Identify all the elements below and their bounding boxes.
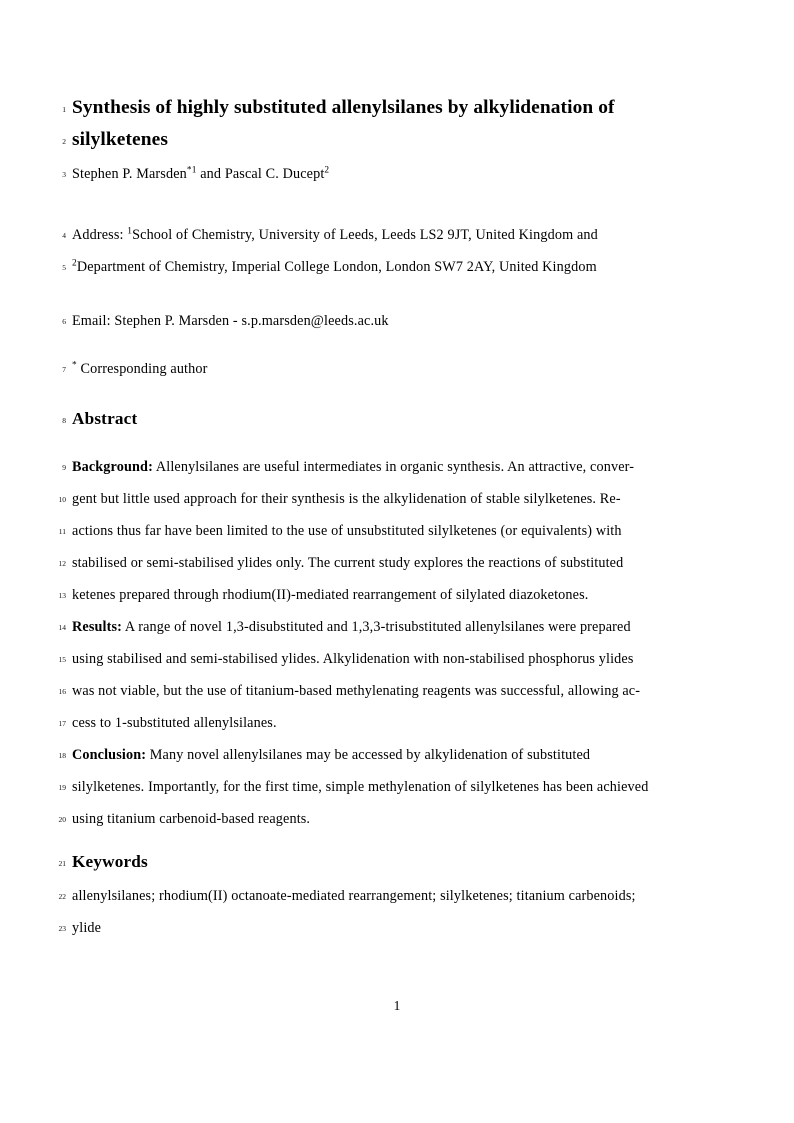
- abstract-line-text: [72, 492, 794, 507]
- line-number: 11: [58, 527, 66, 536]
- abstract-line-text: [72, 812, 794, 827]
- line-number: 10: [58, 495, 66, 504]
- abstract-body-text: using titanium carbenoid-based reagents.: [72, 811, 311, 827]
- abstract-body-text: A range of novel 1,3-disubstituted and 1,3,3-trisubstituted allenylsilanes were prepared: [122, 619, 631, 635]
- keywords-text: ylide: [72, 920, 102, 936]
- affiliation-marker-2: 2: [72, 258, 77, 269]
- abstract-line-text: [72, 588, 794, 603]
- line-number: 16: [58, 687, 66, 696]
- line-number: 20: [58, 815, 66, 824]
- abstract-line-text: [72, 652, 794, 667]
- line-number: 12: [58, 559, 66, 568]
- line-number: 3: [62, 170, 66, 179]
- abstract-line-text: [72, 620, 794, 635]
- abstract-line-text: [72, 684, 794, 699]
- abstract-body-text: Many novel allenylsilanes may be accessed by alkylidenation of substituted: [146, 747, 591, 763]
- abstract-line: [0, 620, 794, 635]
- line-number: 2: [62, 137, 66, 146]
- author-name-1: Stephen P. Marsden: [72, 166, 187, 182]
- abstract-line-text: [72, 460, 794, 475]
- line-number: 4: [62, 231, 66, 240]
- abstract-line: [0, 524, 794, 539]
- address-line-1: [0, 228, 794, 243]
- line-number: 1: [62, 105, 66, 114]
- address-1-text: School of Chemistry, University of Leeds, Leeds LS2 9JT, United Kingdom and: [132, 227, 598, 243]
- abstract-line-text: [72, 748, 794, 763]
- abstract-body-text: gent but little used approach for their synthesis is the alkylidenation of stable silylketenes. Re-: [72, 491, 621, 507]
- abstract-body-text: was not viable, but the use of titanium-based methylenating reagents was successful, allowing ac-: [72, 683, 641, 699]
- asterisk-icon: *: [72, 360, 77, 371]
- abstract-line: [0, 812, 794, 827]
- affiliation-marker-1: 1: [127, 226, 133, 237]
- abstract-body-text: silylketenes. Importantly, for the first time, simple methylenation of silylketenes has been achieved: [72, 779, 649, 795]
- page-title-part-1: Synthesis of highly substituted allenylsilanes by alkylidenation of: [72, 97, 615, 118]
- line-number: 19: [58, 783, 66, 792]
- abstract-heading-line: [0, 410, 794, 428]
- abstract-heading: Abstract: [72, 409, 138, 428]
- abstract-body-text: cess to 1-substituted allenylsilanes.: [72, 715, 277, 731]
- corresponding-author-line: [0, 362, 794, 377]
- address-2-text: Department of Chemistry, Imperial College London, London SW7 2AY, United Kingdom: [76, 259, 597, 275]
- abstract-runin-label: Results:: [72, 619, 123, 635]
- author-conjunction: and: [196, 166, 225, 182]
- page-number: 1: [393, 998, 401, 1013]
- abstract-runin-label: Conclusion:: [72, 747, 147, 763]
- keywords-heading-line: [0, 853, 794, 871]
- abstract-body-text: actions thus far have been limited to the use of unsubstituted silylketenes (or equivalents) with: [72, 523, 622, 539]
- author-line: [0, 167, 794, 182]
- line-number: 15: [58, 655, 66, 664]
- author-list: [72, 167, 794, 182]
- title-line-1: [0, 98, 794, 118]
- address-label: Address:: [72, 227, 128, 243]
- line-number: 5: [62, 263, 66, 272]
- abstract-line: [0, 684, 794, 699]
- line-number: 13: [58, 591, 66, 600]
- address-1: [72, 228, 794, 243]
- abstract-line: [0, 652, 794, 667]
- abstract-line: [0, 460, 794, 475]
- abstract-line: [0, 716, 794, 731]
- line-number: 7: [62, 365, 66, 374]
- title-line-2: [0, 130, 794, 150]
- abstract-line: [0, 588, 794, 603]
- abstract-body-text: using stabilised and semi-stabilised ylides. Alkylidenation with non-stabilised phosphorus ylides: [72, 651, 634, 667]
- abstract-line-text: [72, 780, 794, 795]
- author-2-affiliation-marker: 2: [324, 165, 330, 176]
- abstract-body-text: ketenes prepared through rhodium(II)-mediated rearrangement of silylated diazoketones.: [72, 587, 589, 603]
- line-number: 21: [58, 859, 66, 868]
- line-number: 9: [62, 463, 66, 472]
- abstract-line: [0, 748, 794, 763]
- email-line: [0, 314, 794, 329]
- line-number: 8: [62, 416, 66, 425]
- email-text: Email: Stephen P. Marsden - s.p.marsden@leeds.ac.uk: [72, 313, 389, 329]
- address-2: [72, 260, 794, 275]
- abstract-line-text: [72, 716, 794, 731]
- corresponding-author-note: [72, 362, 794, 377]
- line-number: 17: [58, 719, 66, 728]
- abstract-line: [0, 492, 794, 507]
- author-1-affiliation-marker: *1: [186, 165, 197, 176]
- line-number: 14: [58, 623, 66, 632]
- keywords-line: [0, 921, 794, 936]
- abstract-runin-label: Background:: [72, 459, 153, 475]
- abstract-line-text: [72, 556, 794, 571]
- address-line-2: [0, 260, 794, 275]
- keywords-line: [0, 889, 794, 904]
- keywords-text: allenylsilanes; rhodium(II) octanoate-mediated rearrangement; silylketenes; titanium carbenoids;: [72, 888, 636, 904]
- corresponding-author-text: Corresponding author: [76, 361, 208, 377]
- line-number: 18: [58, 751, 66, 760]
- line-number: 23: [58, 924, 66, 933]
- abstract-body-text: stabilised or semi-stabilised ylides only. The current study explores the reactions of substituted: [72, 555, 624, 571]
- page-title-part-2: silylketenes: [72, 129, 168, 150]
- abstract-line: [0, 556, 794, 571]
- abstract-body-text: Allenylsilanes are useful intermediates in organic synthesis. An attractive, conver-: [152, 459, 635, 475]
- keywords-heading: Keywords: [72, 852, 148, 871]
- line-number: 6: [62, 317, 66, 326]
- author-name-2: Pascal C. Ducept: [224, 166, 325, 182]
- abstract-line-text: [72, 524, 794, 539]
- line-number: 22: [58, 892, 66, 901]
- abstract-line: [0, 780, 794, 795]
